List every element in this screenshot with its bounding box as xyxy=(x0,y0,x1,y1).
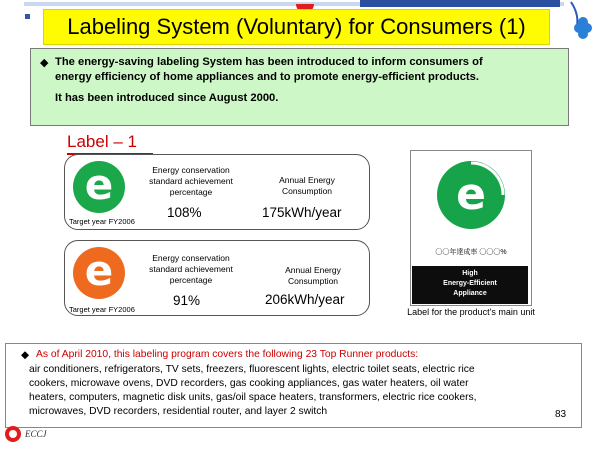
badge-line-2: Energy-Efficient xyxy=(443,280,497,287)
footer-org: ECCJ xyxy=(25,429,47,439)
svg-text:e: e xyxy=(456,169,486,220)
top-decor-bar-dark xyxy=(360,0,560,7)
intro-line-3: It has been introduced since August 2000. xyxy=(55,92,279,104)
clover-icon xyxy=(567,0,595,42)
eccj-logo-icon xyxy=(4,425,22,443)
consumption-value: 175kWh/year xyxy=(262,205,342,220)
consumption-label: Annual Energy Consumption xyxy=(285,265,341,286)
target-year: Target year FY2006 xyxy=(69,217,135,226)
consumption-label: Annual Energy Consumption xyxy=(279,175,335,196)
badge-line-3: Appliance xyxy=(453,290,487,297)
coverage-line-3: heaters, computers, magnetic disk units, gas/oil space heaters, transformers, electric rice cookers, xyxy=(29,392,477,403)
conservation-value: 108% xyxy=(167,205,202,220)
target-year: Target year FY2006 xyxy=(69,305,135,314)
energy-e-logo-green xyxy=(73,161,125,213)
logo-letter: e xyxy=(84,160,114,209)
badge-percentage-line: 〇〇年達成率 〇〇〇% xyxy=(435,249,507,256)
coverage-line-2: cookers, microwave ovens, DVD recorders, gas cooking appliances, gas water heaters, oil water xyxy=(29,378,469,389)
coverage-line-4: microwaves, DVD recorders, residential router, and layer 2 switch xyxy=(29,406,328,417)
page-number: 83 xyxy=(555,409,567,420)
conservation-label: Energy conservation standard achievement percentage xyxy=(149,165,233,197)
energy-e-logo-orange xyxy=(73,247,125,299)
intro-bullet: ◆ xyxy=(40,57,49,69)
label-heading: Label – 1 xyxy=(67,132,137,151)
label-card-orange xyxy=(64,240,370,316)
decor-square xyxy=(25,14,30,19)
intro-line-2: energy efficiency of home appliances and to promote energy-efficient products. xyxy=(55,71,479,83)
energy-e-badge-logo xyxy=(433,155,509,231)
intro-box xyxy=(30,48,569,126)
conservation-label: Energy conservation standard achievement percentage xyxy=(149,253,233,285)
coverage-heading: As of April 2010, this labeling program covers the following 23 Top Runner products: xyxy=(36,349,419,360)
coverage-box xyxy=(5,343,582,428)
badge-line-1: High xyxy=(462,270,478,277)
intro-line-1: The energy-saving labeling System has been introduced to inform consumers of xyxy=(55,56,483,68)
badge-dark-band xyxy=(412,266,528,304)
logo-letter: e xyxy=(84,246,114,295)
label-card-green xyxy=(64,154,370,230)
coverage-bullet: ◆ xyxy=(21,349,30,361)
badge-caption: Label for the product's main unit xyxy=(407,307,535,317)
slide-title: Labeling System (Voluntary) for Consumers (1) xyxy=(67,14,526,39)
title-banner xyxy=(43,9,550,45)
conservation-value: 91% xyxy=(173,293,201,308)
coverage-line-1: air conditioners, refrigerators, TV sets, freezers, fluorescent lights, electric toilet seats, electric rice xyxy=(29,364,475,375)
consumption-value: 206kWh/year xyxy=(265,292,345,307)
